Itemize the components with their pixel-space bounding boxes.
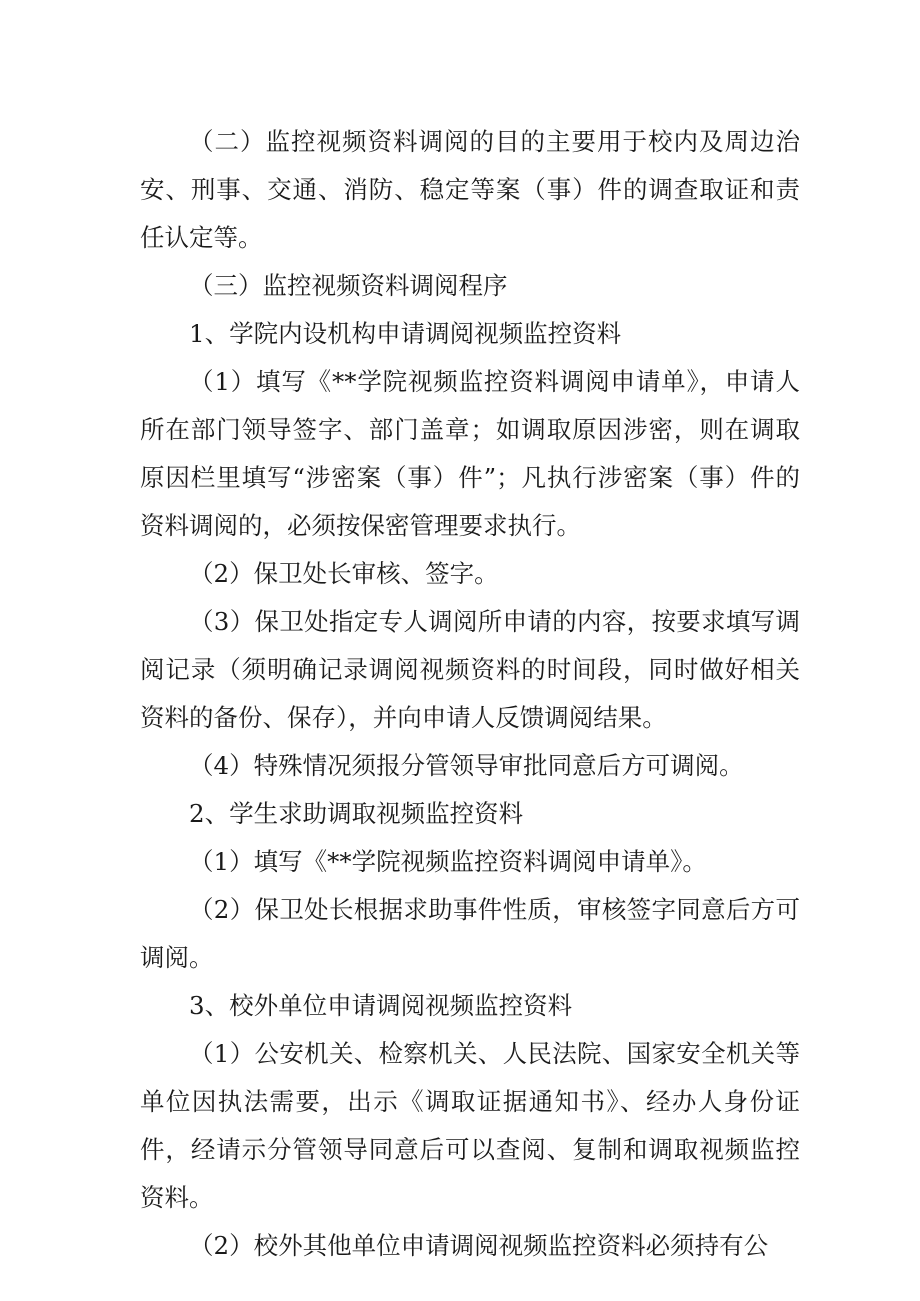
paragraph-internal-step-4: （4）特殊情况须报分管领导审批同意后方可调阅。 (189, 751, 744, 780)
paragraph-external-step-2: （2）校外其他单位申请调阅视频监控资料必须持有公 (189, 1231, 769, 1260)
paragraph-purpose: （二）监控视频资料调阅的目的主要用于校内及周边治安、刑事、交通、消防、稳定等案（事）件的调查取证和责任认定等。 (140, 127, 800, 252)
paragraph-student-step-1: （1）填写《**学院视频监控资料调阅申请单》。 (189, 847, 707, 876)
heading-student-request: 2、学生求助调取视频监控资料 (189, 799, 524, 828)
paragraph-student-step-2: （2）保卫处长根据求助事件性质，审核签字同意后方可调阅。 (140, 895, 800, 972)
paragraph-external-step-1: （1）公安机关、检察机关、人民法院、国家安全机关等单位因执法需要，出示《调取证据通知书》、经办人身份证件，经请示分管领导同意后可以查阅、复制和调取视频监控资料。 (140, 1039, 800, 1212)
heading-internal-application: 1、学院内设机构申请调阅视频监控资料 (189, 319, 622, 348)
paragraph-internal-step-3: （3）保卫处指定专人调阅所申请的内容，按要求填写调阅记录（须明确记录调阅视频资料的时间段，同时做好相关资料的备份、保存），并向申请人反馈调阅结果。 (140, 607, 800, 732)
heading-procedure: （三）监控视频资料调阅程序 (189, 271, 508, 300)
document-body (140, 118, 800, 1270)
paragraph-internal-step-1: （1）填写《**学院视频监控资料调阅申请单》，申请人所在部门领导签字、部门盖章；如调取原因涉密，则在调取原因栏里填写“涉密案（事）件”；凡执行涉密案（事）件的资料调阅的，必须按保密管理要求执行。 (140, 367, 800, 540)
heading-external-application: 3、校外单位申请调阅视频监控资料 (189, 991, 573, 1020)
paragraph-internal-step-2: （2）保卫处长审核、签字。 (189, 559, 499, 588)
